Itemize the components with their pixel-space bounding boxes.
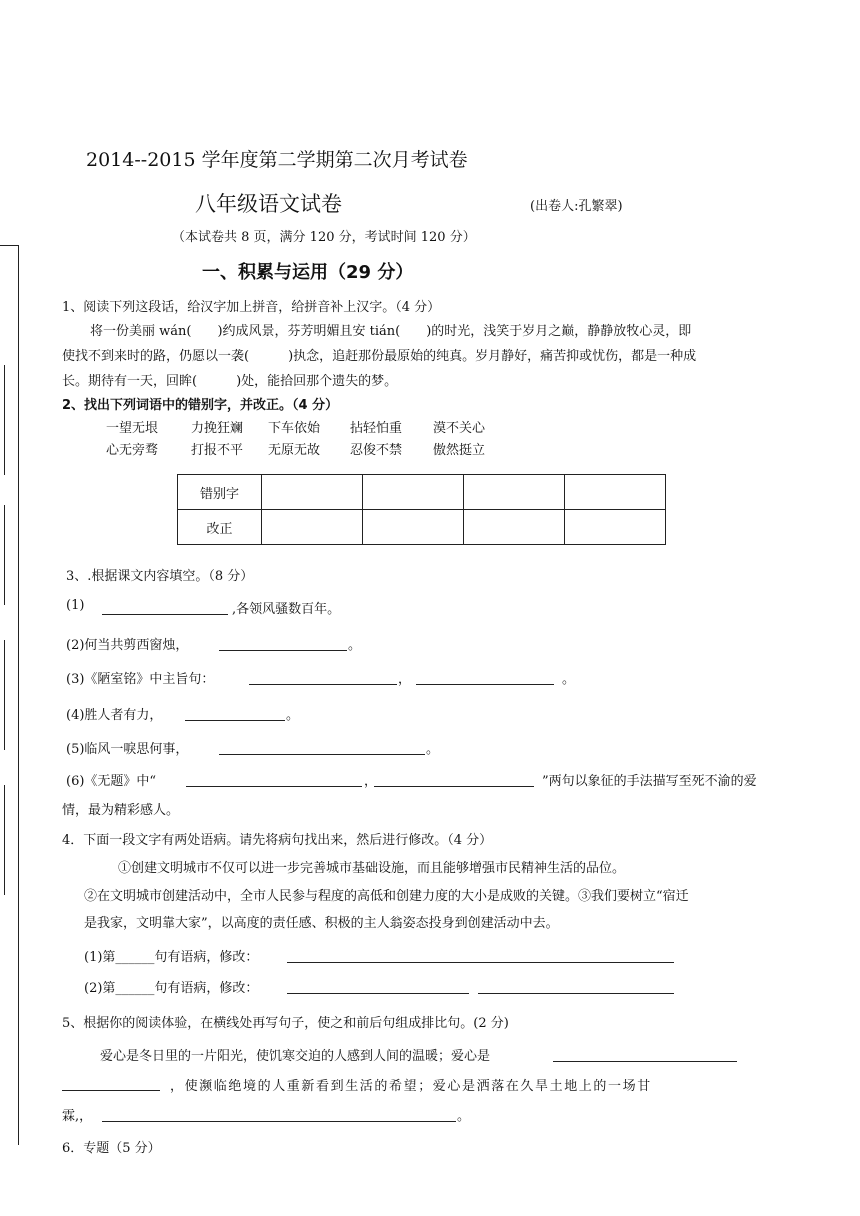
- q4-sentence2: ②在文明城市创建活动中，全市人民参与程度的高低和创建力度的大小是成败的关键。③我们要树立“宿迁: [84, 889, 689, 904]
- q3-item6-cont: 情，最为精彩感人。: [62, 803, 180, 818]
- answer-cell[interactable]: [464, 475, 565, 510]
- q3-comma: ，: [364, 774, 378, 789]
- q1-prompt: 1、阅读下列这段话，给汉字加上拼音，给拼音补上汉字。（4 分）: [62, 300, 441, 315]
- q3-item3: (3)《陋室铭》中主旨句：: [66, 672, 215, 687]
- blank-line[interactable]: [287, 993, 469, 994]
- binding-tick: [4, 365, 5, 475]
- answer-cell[interactable]: [565, 510, 666, 545]
- blank-line[interactable]: [287, 962, 674, 963]
- q2-word: 傲然挺立: [433, 443, 486, 458]
- q1-line1: 将一份美丽 wán( )约成风景，芬芳明媚且安 tián( )的时光，浅笑于岁月之巅，静静放牧心灵，即: [90, 324, 692, 339]
- q1-line3: 长。期待有一天，回眸( )处，能拾回那个遗失的梦。: [62, 374, 398, 389]
- binding-tick: [4, 505, 5, 605]
- q4-prompt: 4．下面一段文字有两处语病。请先将病句找出来，然后进行修改。（4 分）: [62, 833, 493, 848]
- q2-word: 忍俊不禁: [350, 443, 403, 458]
- blank-line[interactable]: [219, 650, 347, 651]
- q5-end: 。: [457, 1109, 471, 1124]
- blank-line[interactable]: [186, 786, 362, 787]
- q5-prompt: 5、根据你的阅读体验，在横线处再写句子，使之和前后句组成排比句。(2 分): [62, 1016, 509, 1031]
- q4-sentence3: 是我家，文明靠大家”，以高度的责任感、积极的主人翁姿态投身到创建活动中去。: [84, 916, 559, 931]
- section-one-heading: 一、积累与运用（29 分）: [202, 262, 414, 283]
- exam-title: 2014--2015 学年度第二学期第二次月考试卷: [86, 149, 468, 171]
- q2-word: 力挽狂斓: [191, 421, 244, 436]
- binding-line: [0, 245, 18, 246]
- q2-word: 拈轻怕重: [350, 421, 403, 436]
- correction-table: [177, 474, 666, 545]
- author: (出卷人:孔繁翠): [530, 199, 623, 214]
- q3-item6-end: ”两句以象征的手法描写至死不渝的爱: [542, 774, 757, 789]
- binding-tick: [4, 640, 5, 750]
- binding-tick: [4, 785, 5, 895]
- q3-item1: ,各领风骚数百年。: [232, 602, 341, 617]
- subject-title: 八年级语文试卷: [195, 192, 342, 216]
- q6-prompt: 6．专题（5 分）: [62, 1141, 161, 1156]
- q1-line2: 使找不到来时的路，仍愿以一袭( )执念，追赶那份最原始的纯真。岁月静好，痛苦抑或忧伤，都是一种成: [62, 349, 697, 364]
- answer-cell[interactable]: [565, 475, 666, 510]
- blank-line[interactable]: [219, 754, 425, 755]
- q3-period: 。: [562, 672, 576, 687]
- q2-prompt: 2、找出下列词语中的错别字，并改正。（4 分）: [62, 398, 339, 413]
- blank-line[interactable]: [185, 720, 285, 721]
- q4-sentence1: ①创建文明城市不仅可以进一步完善城市基础设施，而且能够增强市民精神生活的品位。: [118, 861, 626, 876]
- q4-fix2: (2)第______句有语病，修改：: [84, 981, 259, 996]
- q3-prompt: 3、.根据课文内容填空。（8 分）: [66, 569, 254, 584]
- binding-line: [18, 245, 19, 1145]
- q3-item4: (4)胜人者有力，: [66, 708, 163, 723]
- q2-word: 心无旁骛: [106, 443, 159, 458]
- q2-word: 漠不关心: [433, 421, 486, 436]
- answer-cell[interactable]: [262, 510, 363, 545]
- blank-line[interactable]: [249, 684, 397, 685]
- q3-period: 。: [348, 638, 362, 653]
- q3-period: 。: [426, 742, 440, 757]
- q3-period: 。: [286, 708, 300, 723]
- blank-line[interactable]: [478, 993, 674, 994]
- q3-item2: (2)何当共剪西窗烛，: [66, 638, 189, 653]
- answer-cell[interactable]: [363, 510, 464, 545]
- table-header-fix: 改正: [178, 510, 262, 545]
- blank-line[interactable]: [102, 1121, 456, 1122]
- q3-item1-num: (1): [66, 598, 85, 613]
- table-row: [178, 475, 666, 510]
- q5-line1: 爱心是冬日里的一片阳光，使饥寒交迫的人感到人间的温暖；爱心是: [100, 1049, 491, 1064]
- table-row: [178, 510, 666, 545]
- q3-comma: ，: [398, 672, 412, 687]
- blank-line[interactable]: [62, 1090, 160, 1091]
- q2-word: 下车依始: [268, 421, 321, 436]
- blank-line[interactable]: [553, 1061, 737, 1062]
- table-header-wrong: 错别字: [178, 475, 262, 510]
- answer-cell[interactable]: [464, 510, 565, 545]
- blank-line[interactable]: [374, 786, 534, 787]
- q2-word: 打报不平: [191, 443, 244, 458]
- q3-item5: (5)临风一唳思何事，: [66, 742, 189, 757]
- q2-word: 一望无垠: [106, 421, 159, 436]
- exam-note: （本试卷共 8 页，满分 120 分，考试时间 120 分）: [172, 230, 476, 245]
- answer-cell[interactable]: [363, 475, 464, 510]
- answer-cell[interactable]: [262, 475, 363, 510]
- q3-item6: (6)《无题》中“: [66, 774, 157, 789]
- q4-fix1: (1)第______句有语病，修改：: [84, 950, 259, 965]
- q5-line3: 霖,，: [62, 1109, 93, 1124]
- q5-line2: ，使濒临绝境的人重新看到生活的希望；爱心是洒落在久旱土地上的一场甘: [170, 1079, 652, 1094]
- blank-line[interactable]: [102, 614, 228, 615]
- q2-word: 无原无故: [268, 443, 321, 458]
- blank-line[interactable]: [416, 684, 554, 685]
